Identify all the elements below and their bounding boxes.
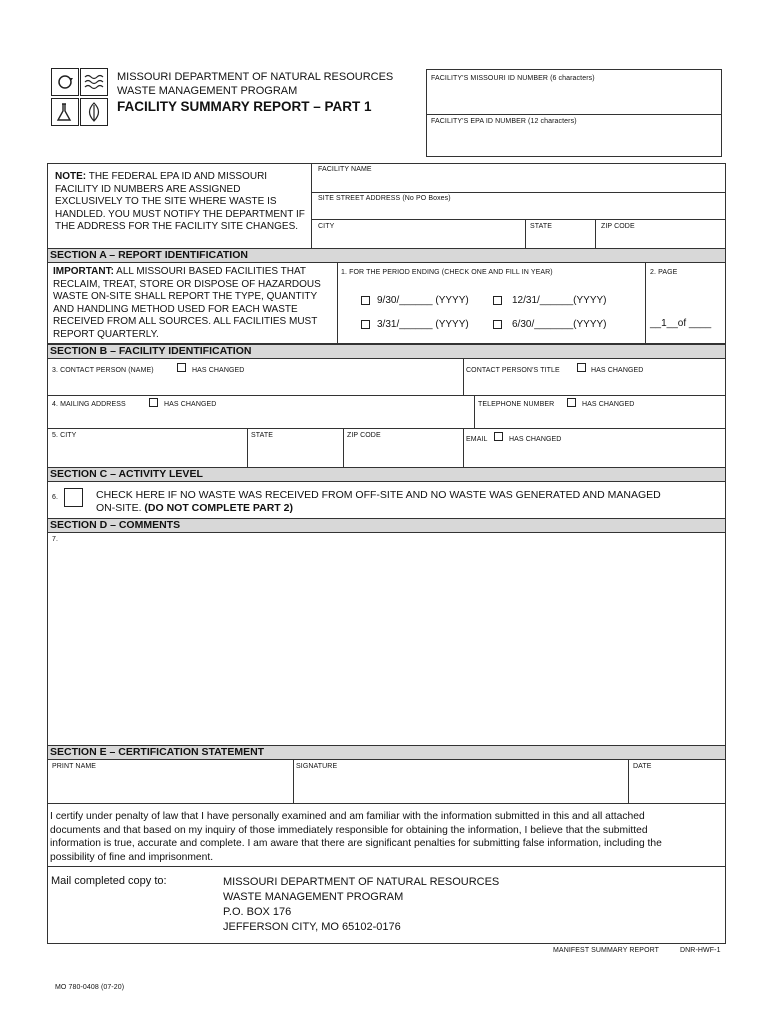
telephone-label: TELEPHONE NUMBER bbox=[478, 401, 555, 408]
mailing-destination: MISSOURI DEPARTMENT OF NATURAL RESOURCES WASTE MANAGEMENT PROGRAM P.O. BOX 176 JEFFERSON CITY, MO 65102-0176 bbox=[223, 876, 500, 933]
site-state-field[interactable] bbox=[528, 231, 593, 247]
site-city-field[interactable] bbox=[314, 231, 523, 247]
page-count[interactable]: __1__of ____ bbox=[650, 318, 712, 329]
period-331-checkbox[interactable] bbox=[361, 320, 370, 329]
missouri-id-field[interactable] bbox=[430, 86, 718, 112]
missouri-id-label: FACILITY'S MISSOURI ID NUMBER (6 characters) bbox=[431, 75, 595, 82]
activity-number: 6. bbox=[52, 494, 59, 501]
period-331-label: 3/31/______ (YYYY) bbox=[377, 319, 469, 330]
site-city-label: CITY bbox=[318, 223, 335, 230]
site-address-label: SITE STREET ADDRESS (No PO Boxes) bbox=[318, 195, 451, 202]
period-630-label: 6/30/_______(YYYY) bbox=[512, 319, 607, 330]
signature-field[interactable] bbox=[296, 773, 625, 801]
site-zip-field[interactable] bbox=[598, 231, 722, 247]
mailing-zip-label: ZIP CODE bbox=[347, 432, 381, 439]
contact-person-field[interactable] bbox=[50, 376, 460, 393]
water-icon bbox=[80, 68, 108, 96]
email-changed-checkbox[interactable] bbox=[494, 432, 503, 441]
comments-field[interactable] bbox=[50, 546, 723, 743]
mailing-address-field[interactable] bbox=[50, 410, 471, 426]
no-waste-checkbox[interactable] bbox=[64, 488, 83, 507]
signature-label: SIGNATURE bbox=[296, 763, 338, 770]
mailing-changed-checkbox[interactable] bbox=[149, 398, 158, 407]
mailing-zip-field[interactable] bbox=[346, 442, 461, 466]
form-title: FACILITY SUMMARY REPORT – PART 1 bbox=[117, 99, 372, 114]
site-zip-label: ZIP CODE bbox=[601, 223, 635, 230]
site-address-field[interactable] bbox=[314, 205, 722, 218]
agency-name: MISSOURI DEPARTMENT OF NATURAL RESOURCES bbox=[117, 71, 394, 83]
email-changed-label: HAS CHANGED bbox=[509, 436, 562, 443]
certification-text: I certify under penalty of law that I have personally examined and am familiar with the information submitted in this and all attached documents and that based on my inquiry of those immediately responsible for obtaining the information, I believe that the submitted information is true, accurate and complete. I am aware that there are significant penalties for submitting false information, including the possibility of fine and imprisonment. bbox=[50, 811, 662, 863]
facility-name-label: FACILITY NAME bbox=[318, 166, 372, 173]
contact-changed-label: HAS CHANGED bbox=[192, 367, 245, 374]
note-bold: NOTE: bbox=[55, 171, 87, 182]
print-name-field[interactable] bbox=[50, 773, 290, 801]
period-1231-checkbox[interactable] bbox=[493, 296, 502, 305]
recycle-icon bbox=[51, 68, 79, 96]
date-label: DATE bbox=[633, 763, 652, 770]
mailing-state-label: STATE bbox=[251, 432, 274, 439]
email-label: EMAIL bbox=[466, 436, 488, 443]
comments-number: 7. bbox=[52, 536, 59, 543]
footer-report-name: MANIFEST SUMMARY REPORT bbox=[553, 947, 660, 954]
epa-id-label: FACILITY'S EPA ID NUMBER (12 characters) bbox=[431, 118, 577, 125]
page-label: 2. PAGE bbox=[650, 269, 678, 276]
telephone-field[interactable] bbox=[477, 410, 723, 426]
epa-id-field[interactable] bbox=[430, 129, 718, 155]
period-1231-label: 12/31/______(YYYY) bbox=[512, 295, 607, 306]
mailing-changed-label: HAS CHANGED bbox=[164, 401, 217, 408]
phone-changed-checkbox[interactable] bbox=[567, 398, 576, 407]
footer-form-code: DNR-HWF-1 bbox=[680, 947, 721, 954]
contact-person-label: 3. CONTACT PERSON (NAME) bbox=[52, 367, 154, 374]
period-930-checkbox[interactable] bbox=[361, 296, 370, 305]
leaf-icon bbox=[80, 98, 108, 126]
contact-title-label: CONTACT PERSON'S TITLE bbox=[466, 367, 560, 374]
flask-icon bbox=[51, 98, 79, 126]
contact-changed-checkbox[interactable] bbox=[177, 363, 186, 372]
date-field[interactable] bbox=[631, 773, 723, 801]
email-field[interactable] bbox=[466, 446, 723, 466]
program-name: WASTE MANAGEMENT PROGRAM bbox=[117, 85, 298, 97]
title-changed-checkbox[interactable] bbox=[577, 363, 586, 372]
section-b-header: SECTION B – FACILITY IDENTIFICATION bbox=[47, 344, 726, 359]
facility-name-field[interactable] bbox=[314, 176, 722, 191]
note-text: NOTE: THE FEDERAL EPA ID AND MISSOURI FACILITY ID NUMBERS ARE ASSIGNED EXCLUSIVELY TO THE SITE WHERE WASTE IS HANDLED. YOU MUST NOTIFY THE DEPARTMENT IF THE ADDRESS FOR THE FACILITY SITE CHANGES. bbox=[55, 171, 305, 232]
period-630-checkbox[interactable] bbox=[493, 320, 502, 329]
print-name-label: PRINT NAME bbox=[52, 763, 97, 770]
section-d-header: SECTION D – COMMENTS bbox=[47, 518, 726, 533]
contact-title-field[interactable] bbox=[466, 376, 723, 393]
section-c-header: SECTION C – ACTIVITY LEVEL bbox=[47, 467, 726, 482]
phone-changed-label: HAS CHANGED bbox=[582, 401, 635, 408]
section-a-header: SECTION A – REPORT IDENTIFICATION bbox=[47, 248, 726, 263]
period-930-label: 9/30/______ (YYYY) bbox=[377, 295, 469, 306]
mailing-city-label: 5. CITY bbox=[52, 432, 77, 439]
mail-to-label: Mail completed copy to: bbox=[51, 875, 167, 887]
no-waste-text: CHECK HERE IF NO WASTE WAS RECEIVED FROM OFF-SITE AND NO WASTE WAS GENERATED AND MANAGED ON-SITE. (DO NOT COMPLETE PART 2) bbox=[96, 489, 661, 514]
section-e-header: SECTION E – CERTIFICATION STATEMENT bbox=[47, 745, 726, 760]
title-changed-label: HAS CHANGED bbox=[591, 367, 644, 374]
mailing-city-field[interactable] bbox=[50, 442, 245, 466]
mailing-address-label: 4. MAILING ADDRESS bbox=[52, 401, 126, 408]
site-state-label: STATE bbox=[530, 223, 553, 230]
period-ending-label: 1. FOR THE PERIOD ENDING (CHECK ONE AND FILL IN YEAR) bbox=[341, 269, 553, 276]
important-text: IMPORTANT: ALL MISSOURI BASED FACILITIES THAT RECLAIM, TREAT, STORE OR DISPOSE OF HAZARDOUS WASTE ON-SITE SHALL REPORT THE TYPE, QUANTITY AND HANDLING METHOD USED FOR EACH WASTE RECEIVED FROM ALL SOURCES. ALL FACILITIES MUST REPORT QUARTERLY. bbox=[53, 266, 321, 340]
mailing-state-field[interactable] bbox=[250, 442, 341, 466]
footer-form-number: MO 780-0408 (07-20) bbox=[55, 984, 125, 991]
